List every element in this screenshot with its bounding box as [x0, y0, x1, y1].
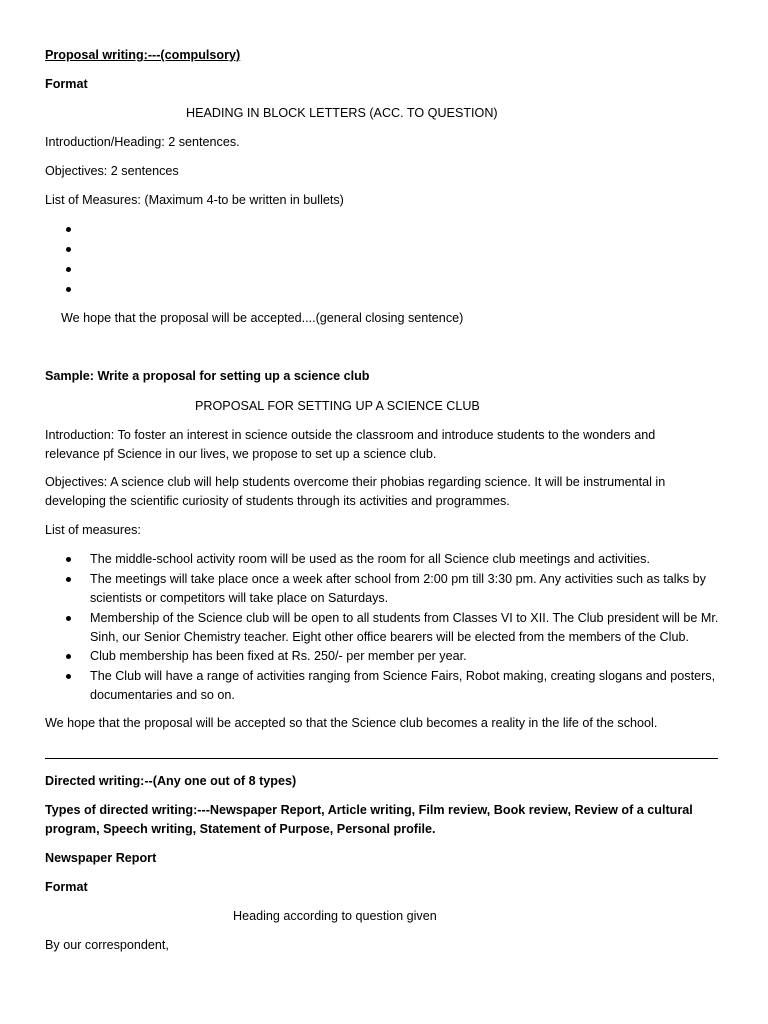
measure-item-line: Membership of the Science club will be open to all students from Classes VI to XII. The Club president will be Mr. [90, 611, 719, 625]
sample-title: Sample: Write a proposal for setting up a science club [45, 369, 370, 383]
measure-item [90, 550, 730, 569]
sample-objectives-line-2: developing the scientific curiosity of students through its activities and programmes. [45, 494, 510, 508]
bullet-point [66, 557, 71, 562]
measure-item-line: The Club will have a range of activities ranging from Science Fairs, Robot making, creating slogans and posters, [90, 669, 716, 683]
proposal-intro-line: Introduction/Heading: 2 sentences. [45, 135, 240, 149]
sample-heading: PROPOSAL FOR SETTING UP A SCIENCE CLUB [195, 399, 480, 413]
measure-item [90, 609, 730, 647]
proposal-closing-line: We hope that the proposal will be accepted....(general closing sentence) [61, 311, 464, 325]
bullet-point [66, 267, 71, 272]
bullet-point [66, 616, 71, 621]
proposal-measures-line: List of Measures: (Maximum 4-to be written in bullets) [45, 193, 344, 207]
sample-intro-line-1: Introduction: To foster an interest in science outside the classroom and introduce students to the wonders and [45, 428, 656, 442]
measures-label: List of measures: [45, 523, 141, 537]
measure-item-line: Sinh, our Senior Chemistry teacher. Eight other office bearers will be elected from the members of the Club. [90, 630, 689, 644]
directed-heading-line: Heading according to question given [233, 909, 437, 923]
sample-objectives [45, 473, 665, 511]
proposal-heading-line: HEADING IN BLOCK LETTERS (ACC. TO QUESTION) [186, 106, 498, 120]
measure-item-line: scientists or competitors will take place on Saturdays. [90, 591, 389, 605]
measure-item-line: documentaries and so on. [90, 688, 235, 702]
bullet-point [66, 577, 71, 582]
sample-introduction [45, 426, 655, 464]
measure-item-line: The middle-school activity room will be used as the room for all Science club meetings and activities. [90, 552, 650, 566]
proposal-format-label: Format [45, 77, 88, 91]
directed-format-label: Format [45, 880, 88, 894]
directed-types-line-1: Types of directed writing:---Newspaper Report, Article writing, Film review, Book review, Review of a cultural [45, 803, 693, 817]
proposal-objectives-line: Objectives: 2 sentences [45, 164, 179, 178]
measure-item [90, 647, 730, 666]
bullet-point [66, 654, 71, 659]
section-divider [45, 758, 718, 759]
byline: By our correspondent, [45, 938, 169, 952]
bullet-point [66, 674, 71, 679]
measure-item [90, 570, 730, 608]
directed-types [45, 801, 693, 839]
bullet-point [66, 287, 71, 292]
directed-title: Directed writing:--(Any one out of 8 types) [45, 774, 297, 788]
bullet-point [66, 227, 71, 232]
directed-types-line-2: program, Speech writing, Statement of Purpose, Personal profile. [45, 822, 436, 836]
sample-intro-line-2: relevance pf Science in our lives, we propose to set up a science club. [45, 447, 437, 461]
newspaper-report-label: Newspaper Report [45, 851, 157, 865]
proposal-title: Proposal writing:---(compulsory) [45, 48, 241, 62]
bullet-point [66, 247, 71, 252]
measure-item-line: The meetings will take place once a week after school from 2:00 pm till 3:30 pm. Any activities such as talks by [90, 572, 706, 586]
measure-item-line: Club membership has been fixed at Rs. 250/- per member per year. [90, 649, 467, 663]
measure-item [90, 667, 730, 705]
sample-closing: We hope that the proposal will be accepted so that the Science club becomes a reality in the life of the school. [45, 716, 658, 730]
sample-objectives-line-1: Objectives: A science club will help students overcome their phobias regarding science. It will be instrumental in [45, 475, 666, 489]
